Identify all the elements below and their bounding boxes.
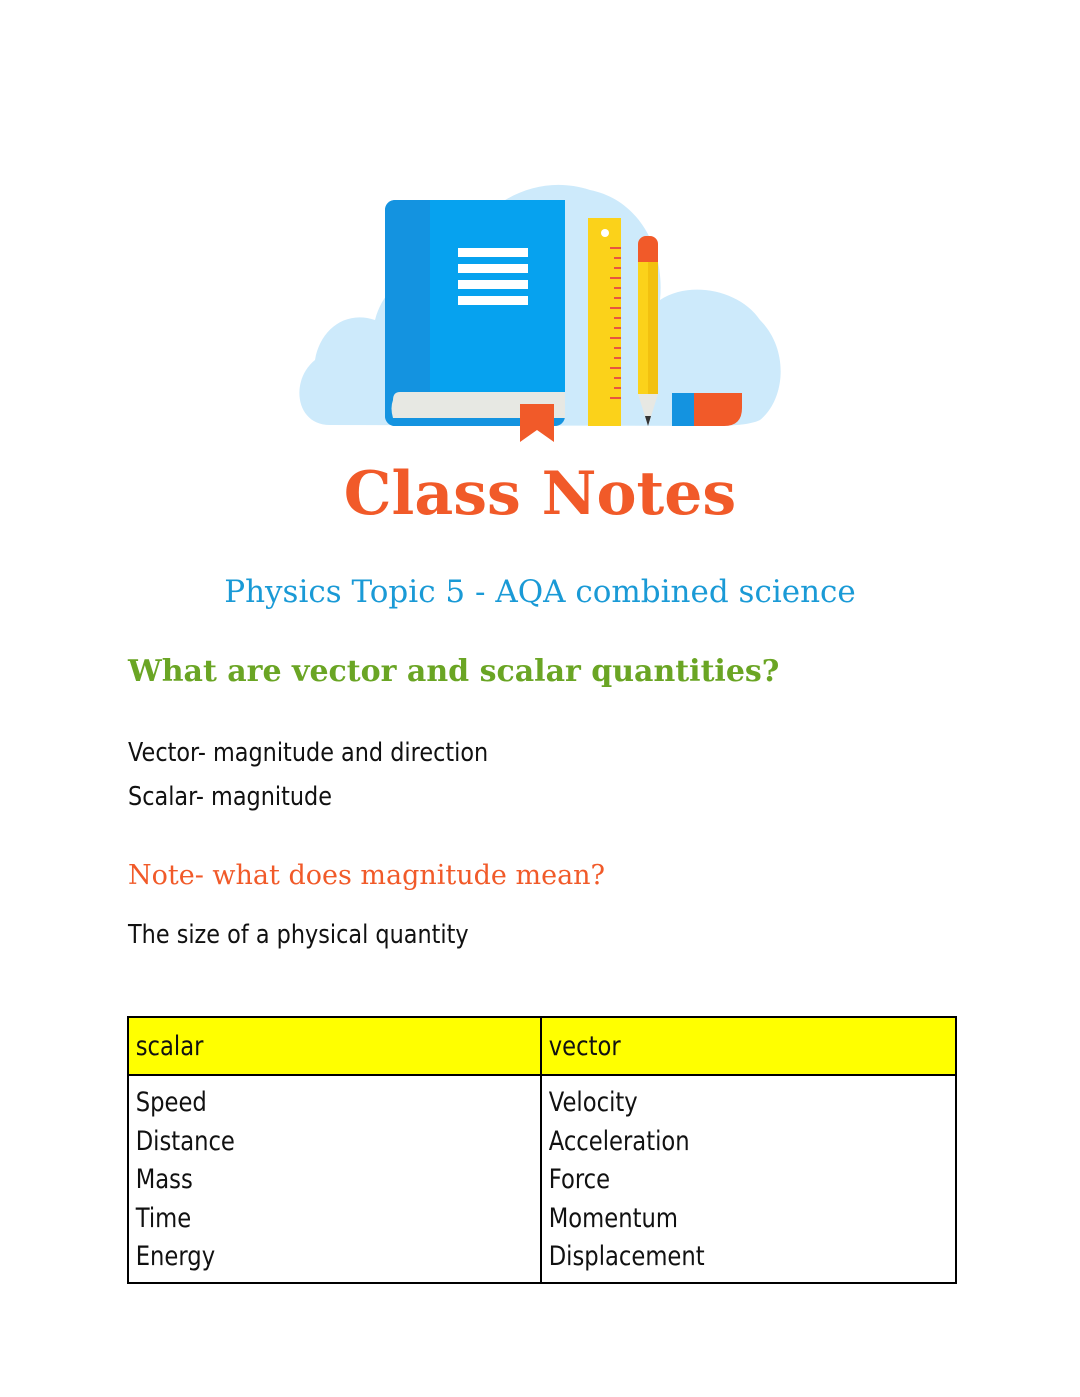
page-title: Class Notes bbox=[343, 459, 737, 529]
scalar-item: Speed bbox=[135, 1087, 207, 1118]
book-icon bbox=[385, 200, 565, 426]
bookmark-icon bbox=[520, 404, 554, 442]
vector-item: Acceleration bbox=[548, 1125, 690, 1157]
vector-item: Force bbox=[548, 1164, 611, 1195]
vector-column-header bbox=[541, 1017, 956, 1075]
note-question: Note- what does magnitude mean? bbox=[128, 860, 606, 891]
vector-item: Displacement bbox=[548, 1241, 705, 1272]
vector-header-label: vector bbox=[548, 1031, 621, 1062]
pencil-icon bbox=[638, 236, 658, 426]
table-row bbox=[128, 1075, 956, 1283]
scalar-definition: Scalar- magnitude bbox=[128, 782, 332, 812]
note-answer: The size of a physical quantity bbox=[128, 920, 469, 950]
scalar-item: Time bbox=[135, 1202, 192, 1234]
scalar-item: Distance bbox=[135, 1125, 235, 1157]
table-header-row bbox=[128, 1017, 956, 1075]
vector-item: Momentum bbox=[548, 1202, 678, 1234]
scalar-item: Energy bbox=[135, 1241, 216, 1272]
vector-item: Velocity bbox=[548, 1087, 638, 1118]
vector-definition: Vector- magnitude and direction bbox=[128, 738, 489, 768]
scalar-column-header bbox=[128, 1017, 541, 1075]
ruler-icon bbox=[588, 218, 621, 426]
class-notes-illustration bbox=[290, 160, 790, 450]
scalar-header-label: scalar bbox=[135, 1031, 204, 1062]
scalar-list-cell bbox=[128, 1075, 541, 1283]
vector-list-cell bbox=[541, 1075, 956, 1283]
page-subtitle: Physics Topic 5 - AQA combined science bbox=[224, 574, 856, 610]
eraser-icon bbox=[672, 393, 742, 426]
scalar-vector-table bbox=[127, 1016, 957, 1284]
scalar-item: Mass bbox=[135, 1164, 193, 1195]
section-heading: What are vector and scalar quantities? bbox=[128, 654, 780, 689]
